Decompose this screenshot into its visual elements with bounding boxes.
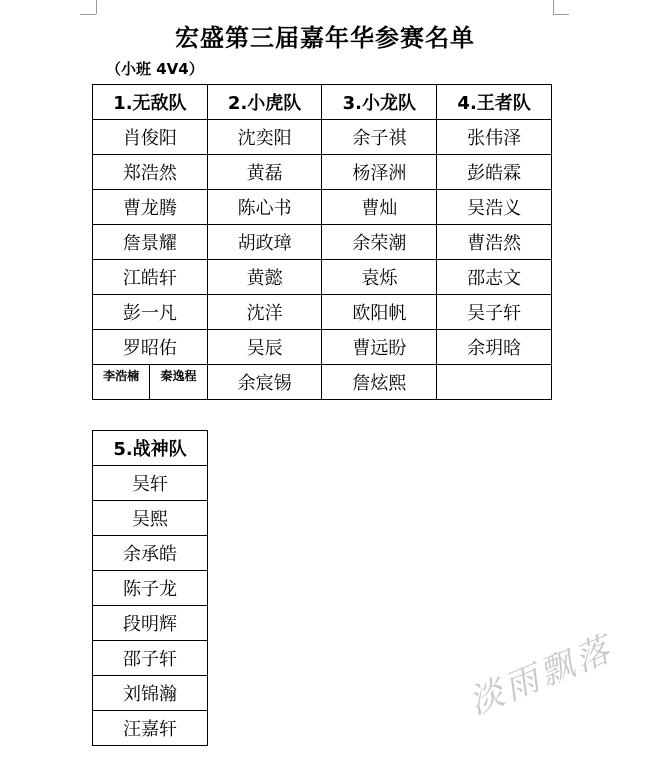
member-cell: 曹灿 xyxy=(322,190,437,225)
member-cell: 吴熙 xyxy=(93,501,208,536)
page-title: 宏盛第三届嘉年华参赛名单 xyxy=(175,24,475,52)
page-subtitle: （小班 4V4） xyxy=(106,60,204,78)
member-cell: 杨泽洲 xyxy=(322,155,437,190)
member-cell: 余荣潮 xyxy=(322,225,437,260)
table-row xyxy=(93,225,552,260)
member-cell: 曹浩然 xyxy=(437,225,552,260)
table-row xyxy=(93,536,208,571)
member-cell: 吴辰 xyxy=(207,330,322,365)
member-cell: 彭皓霖 xyxy=(437,155,552,190)
member-cell: 曹龙腾 xyxy=(93,190,208,225)
team-header: 1.无敌队 xyxy=(93,85,208,120)
member-cell: 黄懿 xyxy=(207,260,322,295)
teams-table xyxy=(92,84,552,400)
member-cell: 彭一凡 xyxy=(93,295,208,330)
table-row xyxy=(93,711,208,746)
member-cell: 余承皓 xyxy=(93,536,208,571)
member-cell: 江皓轩 xyxy=(93,260,208,295)
member-cell: 陈心书 xyxy=(207,190,322,225)
member-cell: 余宸锡 xyxy=(207,365,322,400)
watermark: 淡雨飘落 xyxy=(463,628,620,723)
member-cell: 罗昭佑 xyxy=(93,330,208,365)
team-header: 5.战神队 xyxy=(93,431,208,466)
member-cell xyxy=(437,365,552,400)
team-header: 2.小虎队 xyxy=(207,85,322,120)
table-header-row xyxy=(93,85,552,120)
member-cell: 肖俊阳 xyxy=(93,120,208,155)
table-row xyxy=(93,501,208,536)
member-cell: 沈洋 xyxy=(207,295,322,330)
member-cell: 余玥晗 xyxy=(437,330,552,365)
member-cell: 邵志文 xyxy=(437,260,552,295)
split-member-cell xyxy=(93,365,208,400)
member-cell: 吴子轩 xyxy=(437,295,552,330)
member-cell: 吴浩义 xyxy=(437,190,552,225)
team-header: 4.王者队 xyxy=(437,85,552,120)
member-cell: 汪嘉轩 xyxy=(93,711,208,746)
team-header: 3.小龙队 xyxy=(322,85,437,120)
member-cell: 邵子轩 xyxy=(93,641,208,676)
table-row xyxy=(93,120,552,155)
member-cell: 郑浩然 xyxy=(93,155,208,190)
member-cell: 沈奕阳 xyxy=(207,120,322,155)
table-row xyxy=(93,466,208,501)
table-header-row xyxy=(93,431,208,466)
table-row xyxy=(93,365,552,400)
table-row xyxy=(93,295,552,330)
page-corner-mark-right-h xyxy=(553,14,569,15)
member-cell-small: 李浩楠 xyxy=(103,369,140,383)
member-cell: 吴轩 xyxy=(93,466,208,501)
member-cell-small: 秦逸程 xyxy=(149,365,206,399)
table-row xyxy=(93,260,552,295)
member-cell: 詹炫熙 xyxy=(322,365,437,400)
member-cell: 余子祺 xyxy=(322,120,437,155)
table-row xyxy=(93,606,208,641)
page-corner-mark-left-v xyxy=(96,0,97,14)
table-row xyxy=(93,571,208,606)
member-cell: 詹景耀 xyxy=(93,225,208,260)
member-cell: 刘锦瀚 xyxy=(93,676,208,711)
table-row xyxy=(93,155,552,190)
table-row xyxy=(93,190,552,225)
page-corner-mark-left-h xyxy=(80,14,96,15)
member-cell: 袁烁 xyxy=(322,260,437,295)
table-row xyxy=(93,330,552,365)
table-row xyxy=(93,676,208,711)
member-cell: 曹远盼 xyxy=(322,330,437,365)
member-cell: 黄磊 xyxy=(207,155,322,190)
member-cell: 欧阳帆 xyxy=(322,295,437,330)
team5-table xyxy=(92,430,208,746)
member-cell: 陈子龙 xyxy=(93,571,208,606)
member-cell: 张伟泽 xyxy=(437,120,552,155)
member-cell: 胡政璋 xyxy=(207,225,322,260)
page-corner-mark-right-v xyxy=(553,0,554,14)
member-cell: 段明辉 xyxy=(93,606,208,641)
table-row xyxy=(93,641,208,676)
